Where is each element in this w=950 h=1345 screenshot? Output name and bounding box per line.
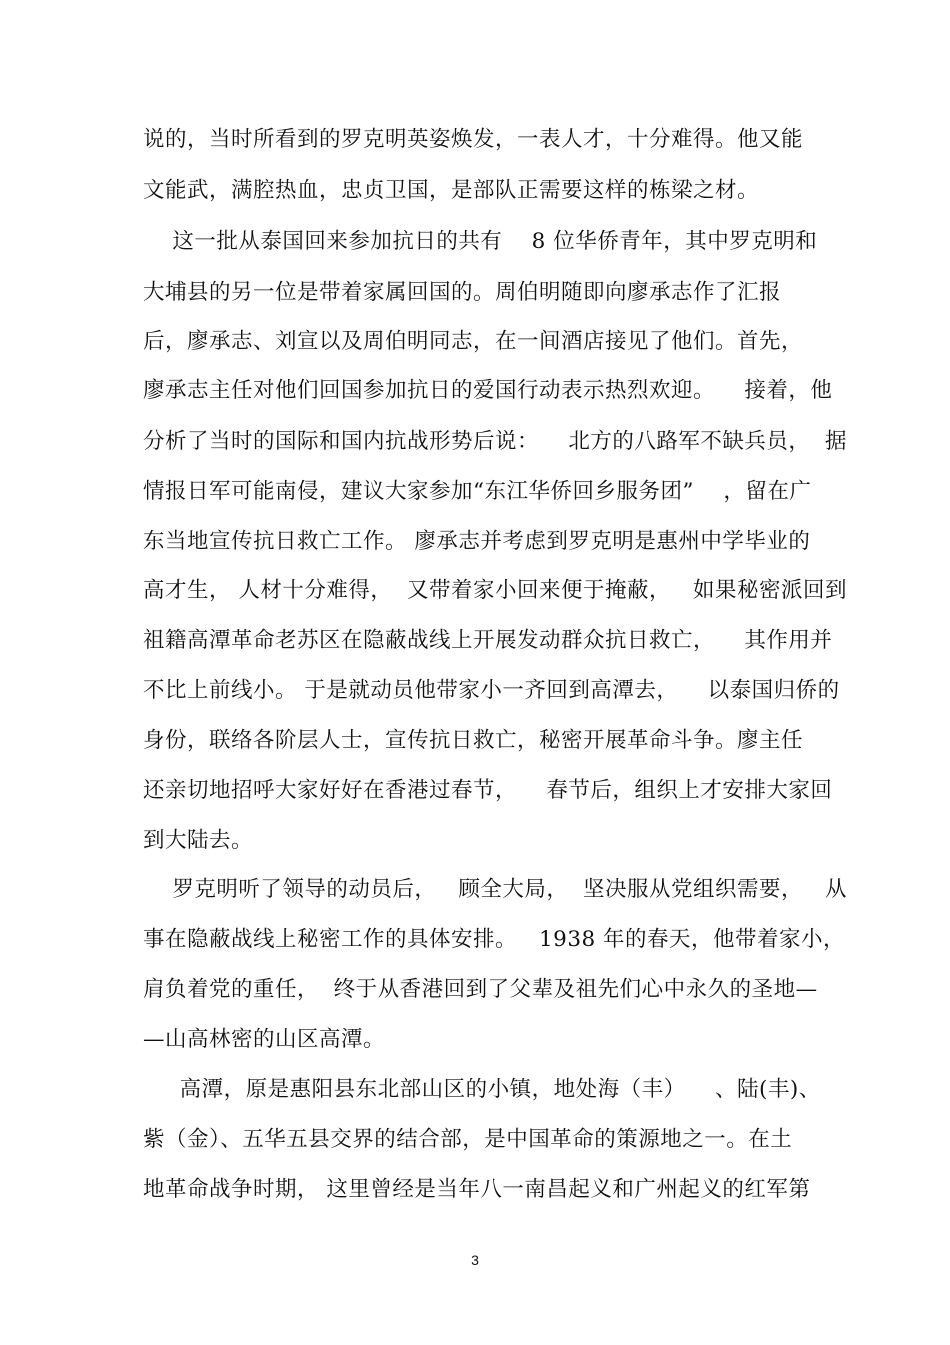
text-line: 紫（金）、五华五县交界的结合部，是中国革命的策源地之一。在土 bbox=[143, 1127, 793, 1152]
text-line: 东当地宣传抗日救亡工作。 廖承志并考虑到罗克明是惠州中学毕业的 bbox=[143, 529, 811, 554]
text-line: 高才生， 人材十分难得， 又带着家小回来便于掩蔽， 如果秘密派回到 bbox=[143, 578, 848, 603]
text-line: 事在隐蔽战线上秘密工作的具体安排。 1938 年的春天，他带着家小， bbox=[143, 927, 846, 952]
text-line: 情报日军可能南侵，建议大家参加“东江华侨回乡服务团” ，留在广 bbox=[143, 479, 812, 504]
text-line: 廖承志主任对他们回国参加抗日的爱国行动表示热烈欢迎。 接着，他 bbox=[143, 378, 833, 403]
text-line: 不比上前线小。 于是就动员他带家小一齐回到高潭去， 以泰国归侨的 bbox=[143, 678, 840, 703]
text-line: 地革命战争时期， 这里曾经是当年八一南昌起义和广州起义的红军第 bbox=[143, 1177, 811, 1202]
text-line: 肩负着党的重任， 终于从香港回到了父辈及祖先们心中永久的圣地— bbox=[143, 977, 818, 1002]
text-line: 罗克明听了领导的动员后， 顾全大局， 坚决服从党组织需要， 从 bbox=[143, 877, 848, 902]
text-line: 这一批从泰国回来参加抗日的共有 8 位华侨青年，其中罗克明和 bbox=[143, 229, 818, 254]
text-line: —山高林密的山区高潭。 bbox=[143, 1027, 386, 1052]
text-line: 祖籍高潭革命老苏区在隐蔽战线上开展发动群众抗日救亡， 其作用并 bbox=[143, 628, 833, 653]
text-line: 文能武，满腔热血，忠贞卫国，是部队正需要这样的栋梁之材。 bbox=[143, 178, 760, 203]
text-line: 到大陆去。 bbox=[143, 828, 254, 853]
text-line: 大埔县的另一位是带着家属回国的。周伯明随即向廖承志作了汇报 bbox=[143, 280, 782, 305]
page-number: 3 bbox=[471, 1252, 479, 1268]
text-line: 还亲切地招呼大家好好在香港过春节， 春节后，组织上才安排大家回 bbox=[143, 778, 833, 803]
text-line: 身份，联络各阶层人士，宣传抗日救亡，秘密开展革命斗争。廖主任 bbox=[143, 728, 804, 753]
text-line: 后，廖承志、刘宣以及周伯明同志，在一间酒店接见了他们。首先， bbox=[143, 329, 804, 354]
text-line: 高潭，原是惠阳县东北部山区的小镇，地处海（丰） 、陆(丰)、 bbox=[143, 1077, 821, 1102]
text-line: 说的，当时所看到的罗克明英姿焕发，一表人才，十分难得。他又能 bbox=[143, 127, 804, 152]
text-line: 分析了当时的国际和国内抗战形势后说： 北方的八路军不缺兵员， 据 bbox=[143, 429, 848, 454]
